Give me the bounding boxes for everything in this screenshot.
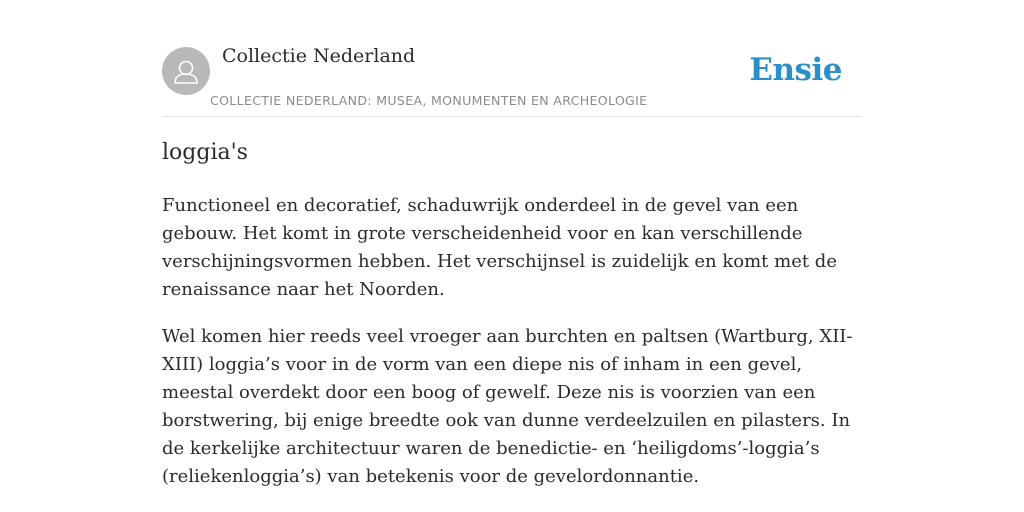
brand-logo[interactable]: Ensie bbox=[749, 52, 842, 88]
article-header bbox=[162, 0, 862, 117]
article-title: loggia's bbox=[162, 140, 248, 165]
article-body bbox=[162, 192, 862, 510]
article-paragraph: Functioneel en decoratief, schaduwrijk onderdeel in de gevel van een gebouw. Het komt in grote verscheidenheid voor en kan verschillende verschijningsvormen hebben. Het verschijnsel is zuidelijk en komt met de renaissance naar het Noorden. bbox=[162, 195, 837, 300]
article-paragraph: Wel komen hier reeds veel vroeger aan burchten en paltsen (Wartburg, XII-XIII) loggia’s voor in de vorm van een diepe nis of inham in een gevel, meestal overdekt door een boog of gewelf. Deze nis is voorzien van een borstwering, bij enige breedte ook van dunne verdeelzuilen en pilasters. In de kerkelijke architectuur waren de benedictie- en ‘heiligdoms’-loggia’s (reliekenloggia’s) van betekenis voor de gevelordonnantie. bbox=[162, 326, 853, 487]
page-container bbox=[162, 0, 862, 487]
author-avatar[interactable] bbox=[162, 47, 210, 95]
author-subtitle: COLLECTIE NEDERLAND: MUSEA, MONUMENTEN EN ARCHEOLOGIE bbox=[210, 93, 648, 108]
author-name-link[interactable]: Collectie Nederland bbox=[222, 45, 416, 67]
user-silhouette-icon bbox=[162, 47, 210, 95]
